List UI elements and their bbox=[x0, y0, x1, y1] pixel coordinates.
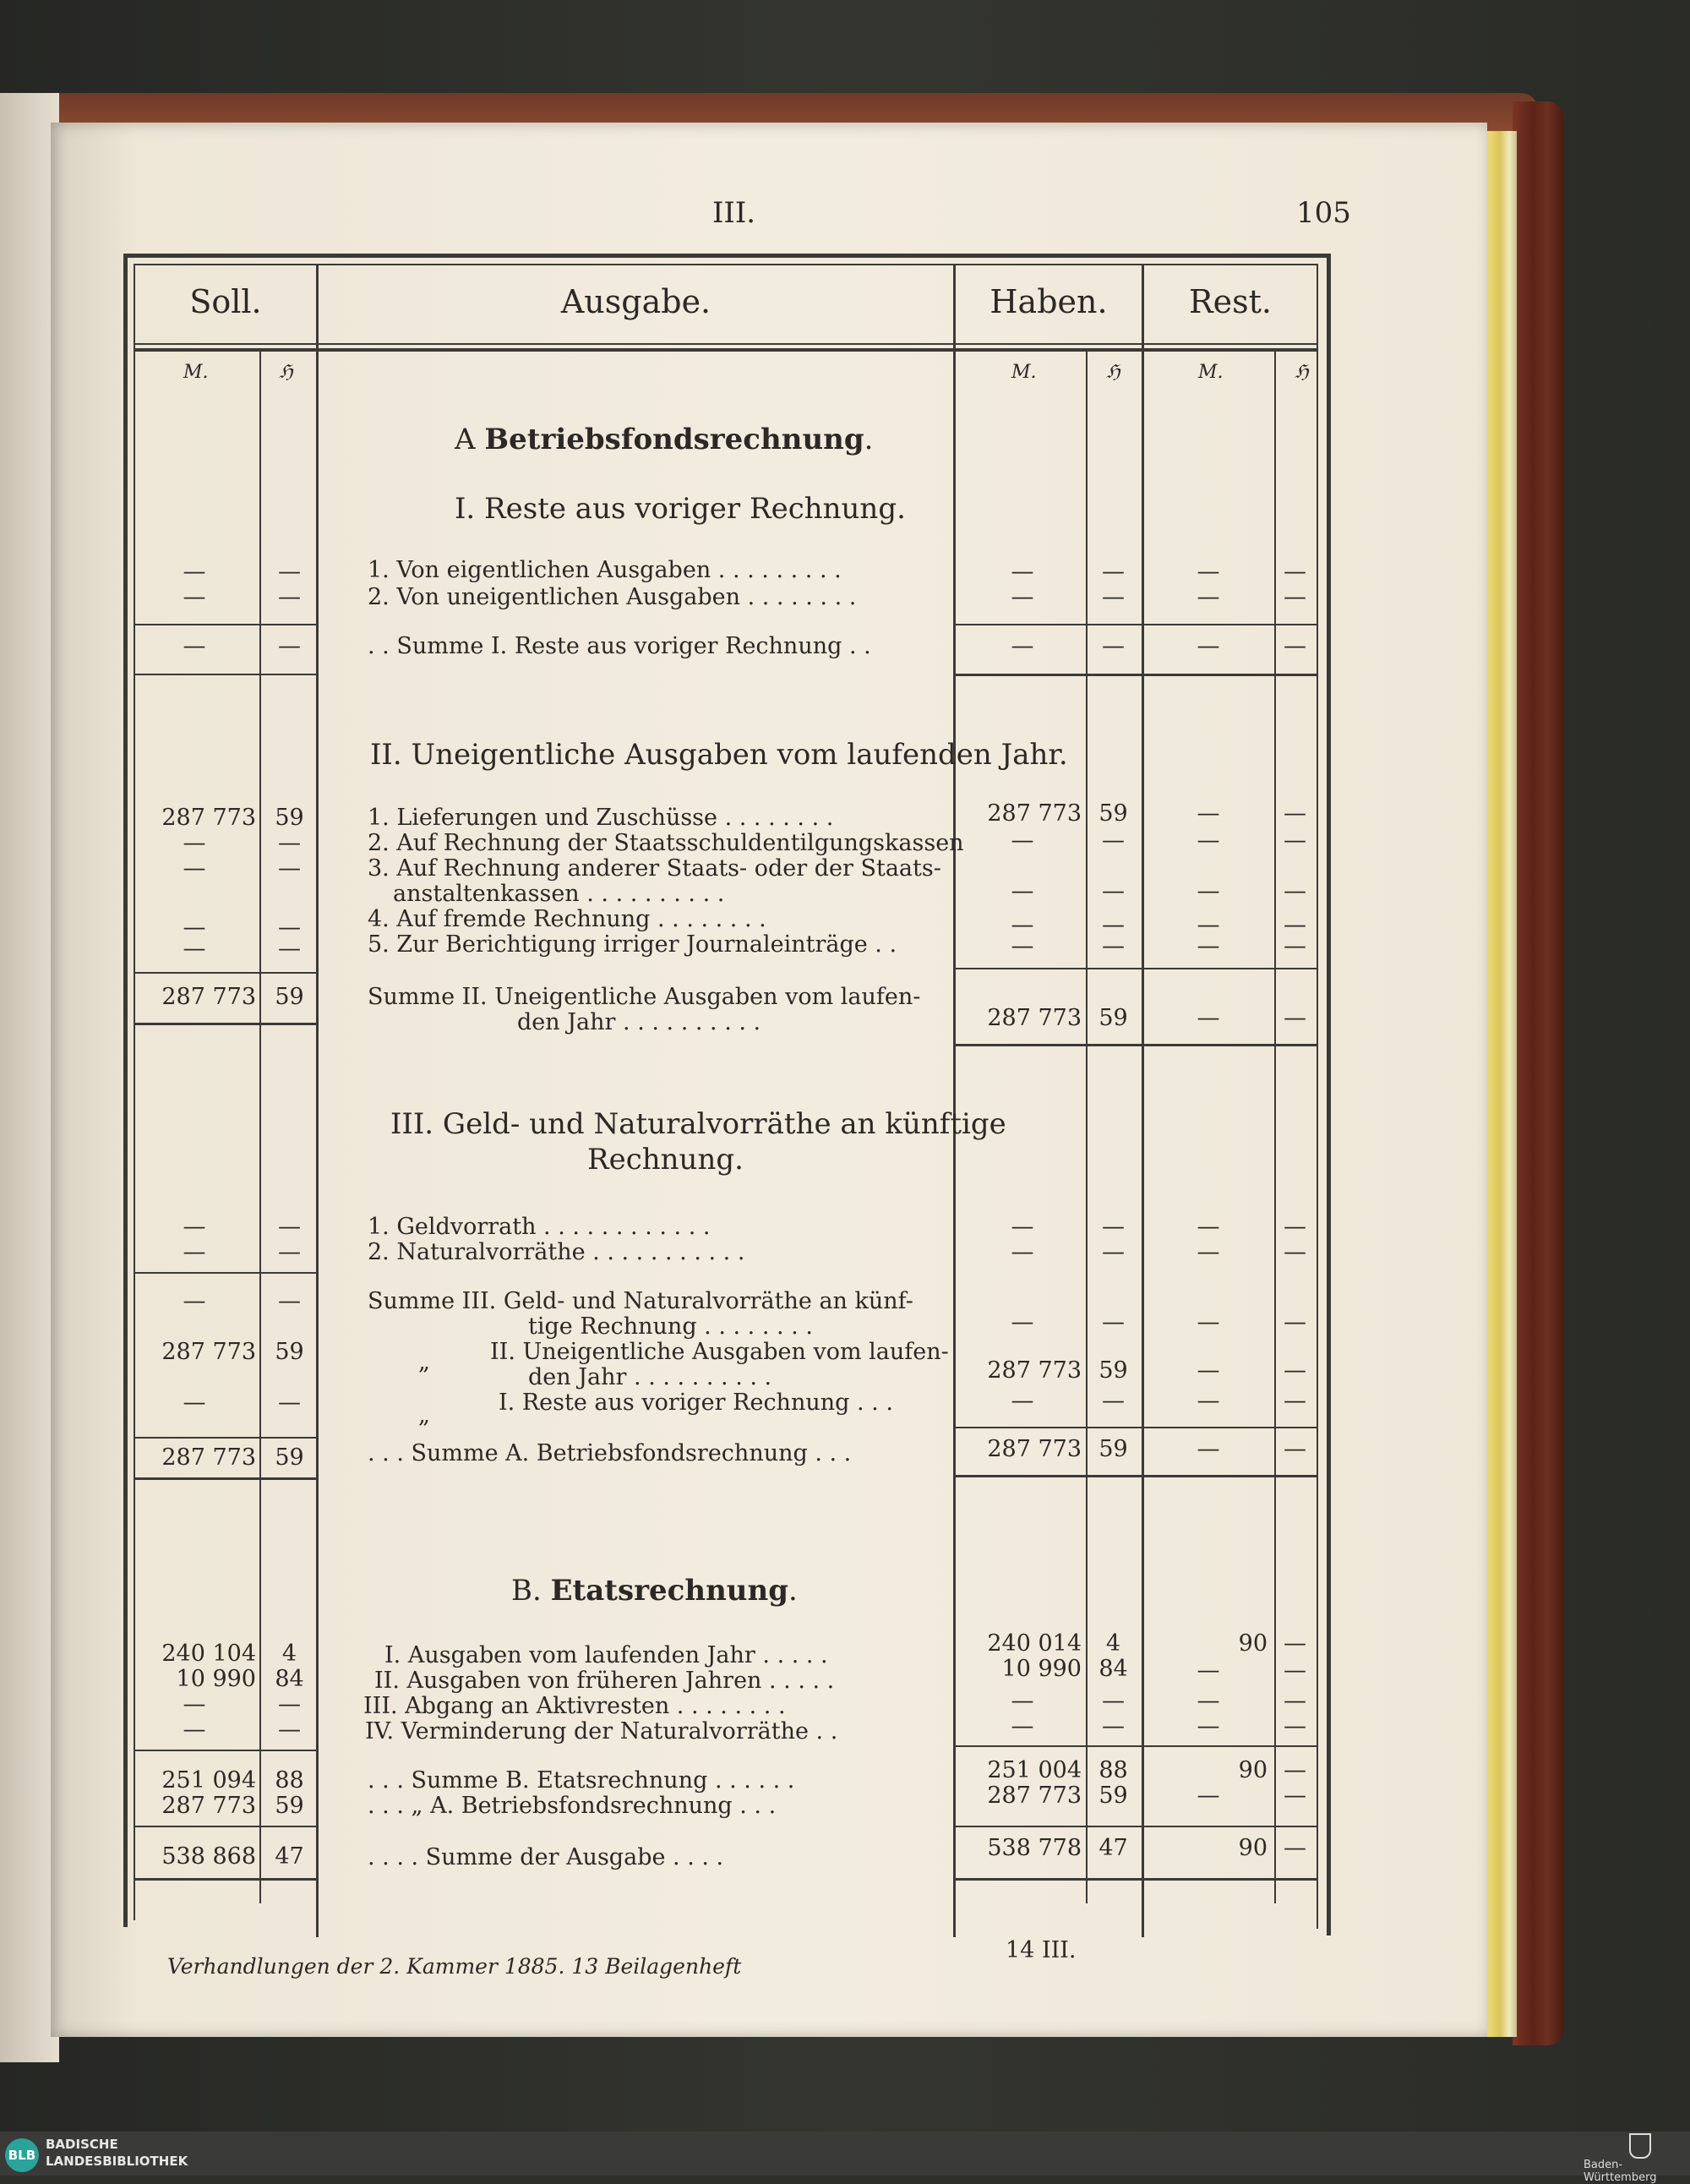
rest-pf: — bbox=[1284, 1630, 1306, 1657]
soll-pf: — bbox=[278, 1691, 301, 1717]
soll-pf: — bbox=[278, 559, 301, 585]
page-signature: 14 III. bbox=[1006, 1937, 1077, 1963]
rule bbox=[1086, 348, 1088, 1903]
blb-logo-icon: BLB bbox=[5, 2138, 39, 2172]
soll-mark: — bbox=[183, 1239, 206, 1265]
region-label: Baden-Württemberg bbox=[1584, 2159, 1657, 2184]
page-footer: Verhandlungen der 2. Kammer 1885. 13 Beilagenheft bbox=[167, 1954, 742, 1979]
rule bbox=[134, 348, 1318, 352]
haben-pf: 4 bbox=[1105, 1630, 1121, 1657]
rule bbox=[956, 1427, 1317, 1428]
page-header-section: III. bbox=[712, 196, 756, 230]
soll-mark: — bbox=[183, 1214, 206, 1240]
rest-mark: — bbox=[1197, 878, 1220, 904]
soll-pf: — bbox=[278, 584, 301, 610]
rest-mark: — bbox=[1197, 1688, 1220, 1714]
rule bbox=[134, 1272, 316, 1274]
rest-mark: — bbox=[1197, 1357, 1220, 1384]
soll-pf: 59 bbox=[275, 1793, 304, 1819]
haben-pf: 59 bbox=[1098, 800, 1128, 827]
haben-pf: 59 bbox=[1098, 1005, 1128, 1031]
rest-mark: — bbox=[1197, 633, 1220, 659]
haben-mark: — bbox=[1011, 633, 1034, 659]
haben-mark: — bbox=[1011, 1309, 1034, 1335]
haben-mark: 10 990 bbox=[1001, 1656, 1082, 1682]
haben-pf: — bbox=[1102, 933, 1125, 959]
soll-pf: — bbox=[278, 1239, 301, 1265]
section-b-letter: B. bbox=[511, 1574, 542, 1608]
line-text: I. Ausgaben vom laufenden Jahr . . . . . bbox=[384, 1642, 828, 1668]
column-header-haben: Haben. bbox=[989, 283, 1108, 320]
rest-mark: — bbox=[1197, 1239, 1220, 1265]
haben-mark: — bbox=[1011, 584, 1034, 610]
unit-pfennig: ℌ bbox=[279, 362, 293, 383]
soll-pf: — bbox=[278, 915, 301, 941]
line-text: 1. Lieferungen und Zuschüsse . . . . . . . . bbox=[368, 805, 834, 831]
rest-mark: — bbox=[1197, 1214, 1220, 1240]
haben-pf: — bbox=[1102, 912, 1125, 938]
soll-mark: — bbox=[183, 1691, 206, 1717]
haben-mark: 287 773 bbox=[987, 1005, 1082, 1031]
section-b-heading: B. Etatsrechnung. bbox=[511, 1574, 798, 1608]
rule bbox=[956, 1745, 1317, 1747]
line-text: 2. Auf Rechnung der Staatsschuldentilgungskassen bbox=[368, 830, 964, 856]
library-bar bbox=[0, 2132, 1690, 2176]
soll-pf: 59 bbox=[275, 1444, 304, 1471]
unit-mark: M. bbox=[183, 362, 209, 383]
line-text: 5. Zur Berichtigung irriger Journaleinträge . . bbox=[368, 931, 897, 958]
soll-mark: 251 094 bbox=[161, 1767, 256, 1794]
rule bbox=[134, 1878, 316, 1881]
rest-pf: — bbox=[1284, 1436, 1306, 1462]
line-text: 1. Von eigentlichen Ausgaben . . . . . . . . . bbox=[368, 557, 842, 583]
line-text: II. Ausgaben von früheren Jahren . . . . . bbox=[374, 1668, 835, 1694]
haben-pf: — bbox=[1102, 1214, 1125, 1240]
rule bbox=[134, 1437, 316, 1439]
soll-pf: 4 bbox=[281, 1641, 297, 1667]
haben-pf: — bbox=[1102, 827, 1125, 854]
rest-pf: — bbox=[1284, 584, 1306, 610]
rest-pf: — bbox=[1284, 1783, 1306, 1809]
rule bbox=[1317, 264, 1318, 1929]
coat-of-arms-icon bbox=[1629, 2133, 1651, 2159]
soll-mark: 240 104 bbox=[161, 1641, 256, 1667]
soll-mark: — bbox=[183, 936, 206, 962]
haben-pf: 84 bbox=[1098, 1656, 1128, 1682]
rest-pf: — bbox=[1284, 1309, 1306, 1335]
haben-pf: — bbox=[1102, 1713, 1125, 1739]
line-text: . . . . Summe der Ausgabe . . . . bbox=[368, 1844, 724, 1870]
haben-pf: — bbox=[1102, 878, 1125, 904]
rule bbox=[123, 254, 128, 1927]
haben-mark: 287 773 bbox=[987, 800, 1082, 827]
rest-pf: — bbox=[1284, 933, 1306, 959]
soll-pf: 88 bbox=[275, 1767, 304, 1794]
haben-mark: — bbox=[1011, 827, 1034, 854]
section-a-letter: A bbox=[455, 423, 476, 456]
soll-mark: — bbox=[183, 633, 206, 659]
rest-mark: — bbox=[1197, 559, 1220, 585]
haben-mark: 287 773 bbox=[987, 1357, 1082, 1384]
rest-mark: — bbox=[1197, 1005, 1220, 1031]
line-text: . . Summe I. Reste aus voriger Rechnung . . bbox=[368, 633, 871, 659]
book-cover-right bbox=[1513, 101, 1563, 2045]
haben-mark: 251 004 bbox=[987, 1757, 1082, 1783]
haben-pf: — bbox=[1102, 1309, 1125, 1335]
haben-pf: 47 bbox=[1098, 1835, 1128, 1861]
library-name-line1: BADISCHE bbox=[46, 2137, 118, 2152]
line-text: 2. Von uneigentlichen Ausgaben . . . . . . . . bbox=[368, 584, 857, 610]
subheading-vorraethe: III. Geld- und Naturalvorräthe an künftige bbox=[390, 1107, 1006, 1141]
line-text: I. Reste aus voriger Rechnung . . . bbox=[499, 1390, 893, 1416]
haben-pf: — bbox=[1102, 1388, 1125, 1414]
column-header-soll: Soll. bbox=[189, 283, 262, 320]
rest-pf: — bbox=[1284, 1005, 1306, 1031]
subheading-vorraethe-2: Rechnung. bbox=[587, 1143, 744, 1177]
haben-mark: 240 014 bbox=[987, 1630, 1082, 1657]
rest-mark: — bbox=[1197, 1388, 1220, 1414]
rule bbox=[316, 264, 319, 1937]
line-text: 2. Naturalvorräthe . . . . . . . . . . . bbox=[368, 1239, 745, 1265]
section-a-heading: A Betriebsfondsrechnung. bbox=[455, 423, 874, 456]
rest-mark: 90 bbox=[1238, 1757, 1268, 1783]
haben-mark: — bbox=[1011, 1239, 1034, 1265]
haben-mark: — bbox=[1011, 1688, 1034, 1714]
haben-mark: 287 773 bbox=[987, 1436, 1082, 1462]
soll-mark: — bbox=[183, 830, 206, 856]
rest-pf: — bbox=[1284, 1388, 1306, 1414]
haben-pf: 59 bbox=[1098, 1357, 1128, 1384]
rest-pf: — bbox=[1284, 1713, 1306, 1739]
rest-pf: — bbox=[1284, 1688, 1306, 1714]
page-number: 105 bbox=[1296, 196, 1351, 230]
soll-pf: — bbox=[278, 830, 301, 856]
unit-pfennig: ℌ bbox=[1295, 362, 1309, 383]
soll-mark: 287 773 bbox=[161, 984, 256, 1010]
soll-pf: 84 bbox=[275, 1666, 304, 1692]
soll-pf: 47 bbox=[275, 1843, 304, 1870]
rule bbox=[956, 1475, 1317, 1477]
haben-pf: — bbox=[1102, 1239, 1125, 1265]
section-b-title: Etatsrechnung bbox=[550, 1574, 789, 1608]
haben-mark: 538 778 bbox=[987, 1835, 1082, 1861]
haben-pf: — bbox=[1102, 633, 1125, 659]
line-text: Summe II. Uneigentliche Ausgaben vom laufen- bbox=[368, 984, 921, 1010]
rule bbox=[134, 1826, 316, 1827]
rule bbox=[259, 348, 261, 1903]
haben-pf: 59 bbox=[1098, 1436, 1128, 1462]
library-name bbox=[46, 2136, 188, 2170]
soll-mark: 287 773 bbox=[161, 1339, 256, 1365]
line-text: IV. Verminderung der Naturalvorräthe . . bbox=[365, 1718, 838, 1744]
rest-pf: — bbox=[1284, 1657, 1306, 1684]
soll-pf: — bbox=[278, 633, 301, 659]
column-header-rest: Rest. bbox=[1189, 283, 1272, 320]
subheading-reste: I. Reste aus voriger Rechnung. bbox=[455, 492, 906, 526]
rule bbox=[956, 1826, 1317, 1827]
rest-mark: 90 bbox=[1238, 1630, 1268, 1657]
soll-pf: 59 bbox=[275, 805, 304, 831]
soll-pf: — bbox=[278, 1717, 301, 1743]
soll-mark: 287 773 bbox=[161, 805, 256, 831]
section-a-title: Betriebsfondsrechnung bbox=[484, 423, 864, 456]
rest-pf: — bbox=[1284, 1757, 1306, 1783]
line-text: . . . Summe B. Etatsrechnung . . . . . . bbox=[368, 1767, 795, 1794]
soll-pf: — bbox=[278, 1214, 301, 1240]
rule bbox=[123, 254, 1331, 258]
rule bbox=[134, 264, 1318, 265]
line-text: . . . Summe A. Betriebsfondsrechnung . . . bbox=[368, 1440, 852, 1466]
line-text: 4. Auf fremde Rechnung . . . . . . . . bbox=[368, 906, 766, 932]
rest-pf: — bbox=[1284, 1239, 1306, 1265]
haben-mark: — bbox=[1011, 1214, 1034, 1240]
soll-mark: 538 868 bbox=[161, 1843, 256, 1870]
rest-mark: 90 bbox=[1238, 1835, 1268, 1861]
soll-pf: — bbox=[278, 855, 301, 882]
soll-pf: 59 bbox=[275, 1339, 304, 1365]
rest-mark: — bbox=[1197, 933, 1220, 959]
rule bbox=[953, 264, 956, 1937]
rest-mark: — bbox=[1197, 584, 1220, 610]
line-text: II. Uneigentliche Ausgaben vom laufen- bbox=[490, 1339, 949, 1365]
library-name-line2: LANDESBIBLIOTHEK bbox=[46, 2154, 188, 2169]
rest-pf: — bbox=[1284, 827, 1306, 854]
line-text: 1. Geldvorrath . . . . . . . . . . . . bbox=[368, 1214, 711, 1240]
soll-pf: — bbox=[278, 936, 301, 962]
rule bbox=[956, 1878, 1317, 1881]
soll-mark: — bbox=[183, 584, 206, 610]
rule bbox=[134, 972, 316, 974]
soll-mark: — bbox=[183, 915, 206, 941]
rest-mark: — bbox=[1197, 1436, 1220, 1462]
rule bbox=[1142, 264, 1144, 1937]
line-text: anstaltenkassen . . . . . . . . . . bbox=[393, 881, 725, 907]
rule bbox=[956, 968, 1317, 969]
soll-pf: 59 bbox=[275, 984, 304, 1010]
rule bbox=[1327, 254, 1331, 1936]
rule bbox=[956, 624, 1317, 625]
line-text: den Jahr . . . . . . . . . . bbox=[528, 1364, 772, 1390]
line-text: tige Rechnung . . . . . . . . bbox=[528, 1313, 813, 1340]
ditto-mark: „ bbox=[418, 1349, 430, 1375]
rule bbox=[134, 1023, 316, 1025]
rest-mark: — bbox=[1197, 827, 1220, 854]
rest-pf: — bbox=[1284, 1214, 1306, 1240]
rest-pf: — bbox=[1284, 1835, 1306, 1861]
rest-pf: — bbox=[1284, 559, 1306, 585]
haben-mark: — bbox=[1011, 912, 1034, 938]
rule bbox=[134, 674, 316, 675]
rule bbox=[956, 1044, 1317, 1046]
soll-mark: — bbox=[183, 1288, 206, 1314]
haben-mark: — bbox=[1011, 1713, 1034, 1739]
soll-pf: — bbox=[278, 1390, 301, 1416]
unit-pfennig: ℌ bbox=[1106, 362, 1120, 383]
line-text: den Jahr . . . . . . . . . . bbox=[517, 1009, 761, 1035]
column-header-ausgabe: Ausgabe. bbox=[560, 283, 711, 320]
haben-pf: 88 bbox=[1098, 1757, 1128, 1783]
haben-mark: — bbox=[1011, 878, 1034, 904]
soll-mark: 10 990 bbox=[176, 1666, 256, 1692]
soll-mark: 287 773 bbox=[161, 1444, 256, 1471]
rest-pf: — bbox=[1284, 1357, 1306, 1384]
haben-pf: — bbox=[1102, 1688, 1125, 1714]
rest-mark: — bbox=[1197, 1783, 1220, 1809]
haben-pf: — bbox=[1102, 584, 1125, 610]
line-text: Summe III. Geld- und Naturalvorräthe an künf- bbox=[368, 1288, 913, 1314]
rest-pf: — bbox=[1284, 878, 1306, 904]
haben-pf: 59 bbox=[1098, 1783, 1128, 1809]
rest-pf: — bbox=[1284, 633, 1306, 659]
unit-mark: M. bbox=[1011, 362, 1037, 383]
rest-mark: — bbox=[1197, 1713, 1220, 1739]
line-text: . . . „ A. Betriebsfondsrechnung . . . bbox=[368, 1793, 777, 1819]
haben-mark: — bbox=[1011, 1388, 1034, 1414]
haben-mark: 287 773 bbox=[987, 1783, 1082, 1809]
subheading-uneigentliche: II. Uneigentliche Ausgaben vom laufenden Jahr. bbox=[370, 738, 1068, 772]
haben-mark: — bbox=[1011, 559, 1034, 585]
unit-mark: M. bbox=[1198, 362, 1224, 383]
rule bbox=[134, 1477, 316, 1480]
soll-mark: — bbox=[183, 559, 206, 585]
soll-pf: — bbox=[278, 1288, 301, 1314]
rest-mark: — bbox=[1197, 912, 1220, 938]
rest-pf: — bbox=[1284, 912, 1306, 938]
rule bbox=[134, 343, 1318, 345]
soll-mark: — bbox=[183, 1717, 206, 1743]
haben-mark: — bbox=[1011, 933, 1034, 959]
rest-pf: — bbox=[1284, 800, 1306, 827]
rule bbox=[956, 674, 1317, 676]
rule bbox=[134, 1750, 316, 1751]
soll-mark: 287 773 bbox=[161, 1793, 256, 1819]
ditto-mark: „ bbox=[418, 1402, 430, 1428]
soll-mark: — bbox=[183, 1390, 206, 1416]
soll-mark: — bbox=[183, 855, 206, 882]
rest-mark: — bbox=[1197, 800, 1220, 827]
line-text: III. Abgang an Aktivresten . . . . . . . . bbox=[363, 1693, 786, 1719]
rest-mark: — bbox=[1197, 1657, 1220, 1684]
rest-mark: — bbox=[1197, 1309, 1220, 1335]
haben-pf: — bbox=[1102, 559, 1125, 585]
line-text: 3. Auf Rechnung anderer Staats- oder der Staats- bbox=[368, 855, 941, 882]
rule bbox=[134, 624, 316, 625]
